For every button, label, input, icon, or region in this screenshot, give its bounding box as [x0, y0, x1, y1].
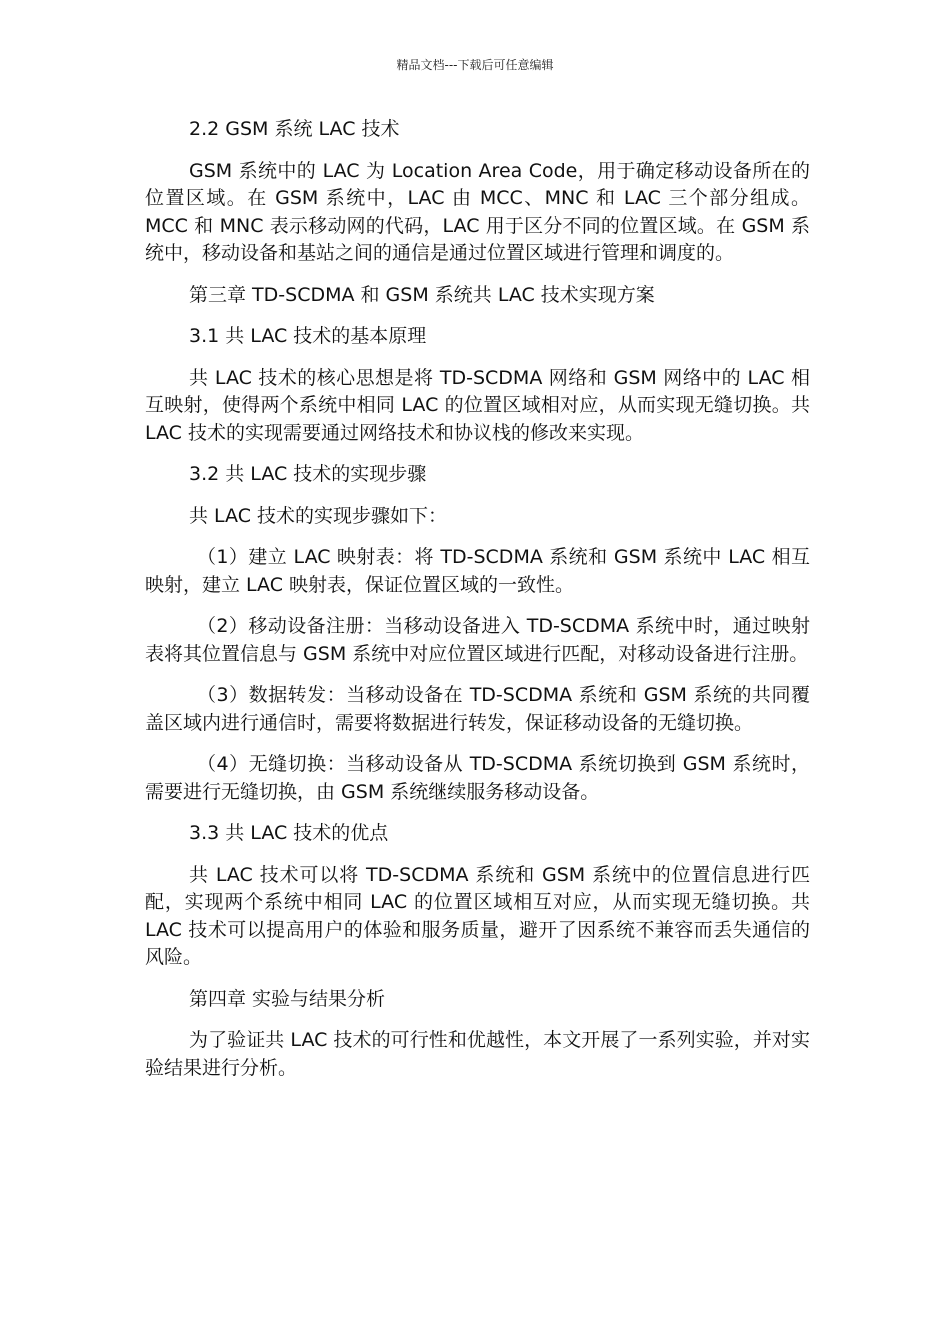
chapter-heading-4: 第四章 实验与结果分析	[189, 987, 386, 1010]
list-item-step-1: （1）建立 LAC 映射表：将 TD-SCDMA 系统和 GSM 系统中 LAC 相互映射，建立 LAC 映射表，保证位置区域的一致性。	[145, 546, 810, 596]
paragraph-steps-intro: 共 LAC 技术的实现步骤如下：	[189, 504, 448, 527]
section-heading-3-3: 3.3 共 LAC 技术的优点	[189, 822, 389, 844]
paragraph-basic-principle: 共 LAC 技术的核心思想是将 TD-SCDMA 网络和 GSM 网络中的 LAC 相互映射，使得两个系统中相同 LAC 的位置区域相对应，从而实现无缝切换。共 LAC 技术的实现需要通过网络技术和协议栈的修改来实现。	[145, 366, 810, 444]
list-item-step-3: （3）数据转发：当移动设备在 TD-SCDMA 系统和 GSM 系统的共同覆盖区域内进行通信时，需要将数据进行转发，保证移动设备的无缝切换。	[145, 684, 810, 734]
chapter-heading-3: 第三章 TD-SCDMA 和 GSM 系统共 LAC 技术实现方案	[189, 283, 655, 306]
paragraph-experiment-intro: 为了验证共 LAC 技术的可行性和优越性，本文开展了一系列实验，并对实验结果进行分析。	[145, 1029, 810, 1079]
section-heading-3-1: 3.1 共 LAC 技术的基本原理	[189, 325, 427, 347]
section-heading-3-2: 3.2 共 LAC 技术的实现步骤	[189, 463, 427, 485]
list-item-step-2: （2）移动设备注册：当移动设备进入 TD-SCDMA 系统中时，通过映射表将其位置信息与 GSM 系统中对应位置区域进行匹配，对移动设备进行注册。	[145, 615, 810, 665]
section-heading-2-2: 2.2 GSM 系统 LAC 技术	[189, 118, 400, 140]
page-header: 精品文档---下载后可任意编辑	[396, 58, 554, 72]
paragraph-gsm-lac: GSM 系统中的 LAC 为 Location Area Code，用于确定移动设备所在的位置区域。在 GSM 系统中，LAC 由 MCC、MNC 和 LAC 三个部分组成。MCC 和 MNC 表示移动网的代码，LAC 用于区分不同的位置区域。在 GSM 系统中，移动设备和基站之间的通信是通过位置区域进行管理和调度的。	[145, 159, 810, 264]
list-item-step-4: （4）无缝切换：当移动设备从 TD-SCDMA 系统切换到 GSM 系统时，需要进行无缝切换，由 GSM 系统继续服务移动设备。	[145, 753, 810, 803]
paragraph-advantages: 共 LAC 技术可以将 TD-SCDMA 系统和 GSM 系统中的位置信息进行匹配，实现两个系统中相同 LAC 的位置区域相互对应，从而实现无缝切换。共 LAC 技术可以提高用户的体验和服务质量，避开了因系统不兼容而丢失通信的风险。	[145, 863, 810, 968]
document-body	[145, 116, 810, 1096]
